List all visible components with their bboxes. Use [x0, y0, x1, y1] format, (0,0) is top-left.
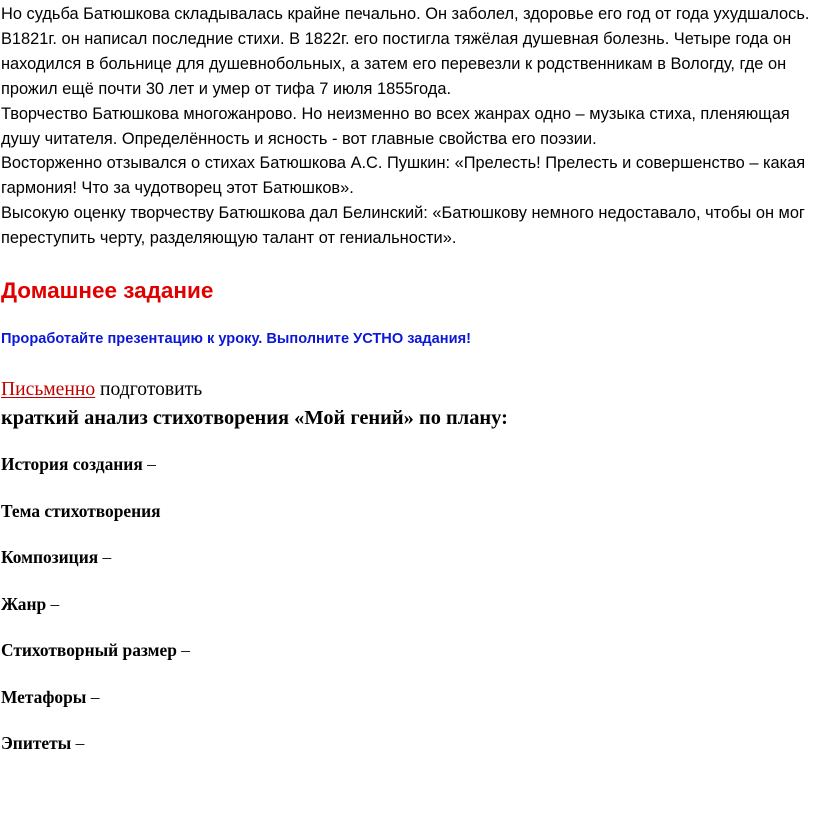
- plan-item-history: [1, 452, 190, 499]
- intro-text: [1, 2, 813, 251]
- plan-item-epithets: [1, 731, 190, 778]
- paragraph-creativity: Творчество Батюшкова многожанрово. Но неизменно во всех жанрах одно – музыка стиха, пленяющая душу читателя. Определённость и ясность - вот главные свойства его поэзии.: [1, 104, 790, 148]
- homework-heading: Домашнее задание: [1, 278, 214, 303]
- analysis-plan-list: [1, 452, 190, 778]
- paragraph-pushkin-quote: Восторженно отзывался о стихах Батюшкова А.С. Пушкин: «Прелесть! Прелесть и совершенство – какая гармония! Что за чудотворец этот Батюшков».: [1, 154, 806, 198]
- plan-item-metaphors: [1, 685, 190, 732]
- plan-item-dash: –: [46, 593, 60, 614]
- plan-item-theme: [1, 499, 190, 546]
- written-link[interactable]: Письменно: [1, 379, 96, 400]
- plan-item-dash: –: [71, 733, 85, 753]
- plan-item-meter: [1, 638, 190, 685]
- paragraph-belinsky-quote: Высокую оценку творчеству Батюшкова дал Белинский: «Батюшкову немного недоставало, чтобы он мог переступить черту, разделяющую талант от гениальности».: [1, 204, 805, 248]
- plan-item-composition: [1, 545, 190, 592]
- plan-item-dash: –: [142, 454, 156, 474]
- plan-item-dash: –: [86, 686, 100, 707]
- plan-item-label: Эпитеты: [1, 733, 72, 753]
- written-task-line: [1, 377, 202, 403]
- written-rest-text: подготовить: [95, 379, 203, 400]
- plan-item-genre: [1, 592, 190, 639]
- paragraph-fate: Но судьба Батюшкова складывалась крайне печально. Он заболел, здоровье его год от года ухудшалось. В1821г. он написал последние стихи. В 1822г. его постигла тяжёлая душевная болезнь. Четыре года он находился в больнице для душевнобольных, а затем его перевезли к родственникам в Вологду, где он прожил ещё почти 30 лет и умер от тифа 7 июля 1855года.: [1, 5, 810, 98]
- plan-item-dash: –: [98, 547, 112, 567]
- homework-instruction: Проработайте презентацию к уроку. Выполните УСТНО задания!: [1, 331, 471, 347]
- plan-item-label: Тема стихотворения: [1, 500, 161, 521]
- plan-item-label: Жанр: [1, 593, 47, 614]
- plan-item-label: Композиция: [1, 547, 99, 567]
- plan-item-label: Стихотворный размер: [1, 640, 177, 660]
- plan-item-dash: –: [176, 640, 190, 660]
- plan-item-label: Метафоры: [1, 686, 87, 707]
- analysis-task-title: краткий анализ стихотворения «Мой гений» по плану:: [1, 407, 508, 429]
- plan-item-label: История создания: [1, 454, 143, 474]
